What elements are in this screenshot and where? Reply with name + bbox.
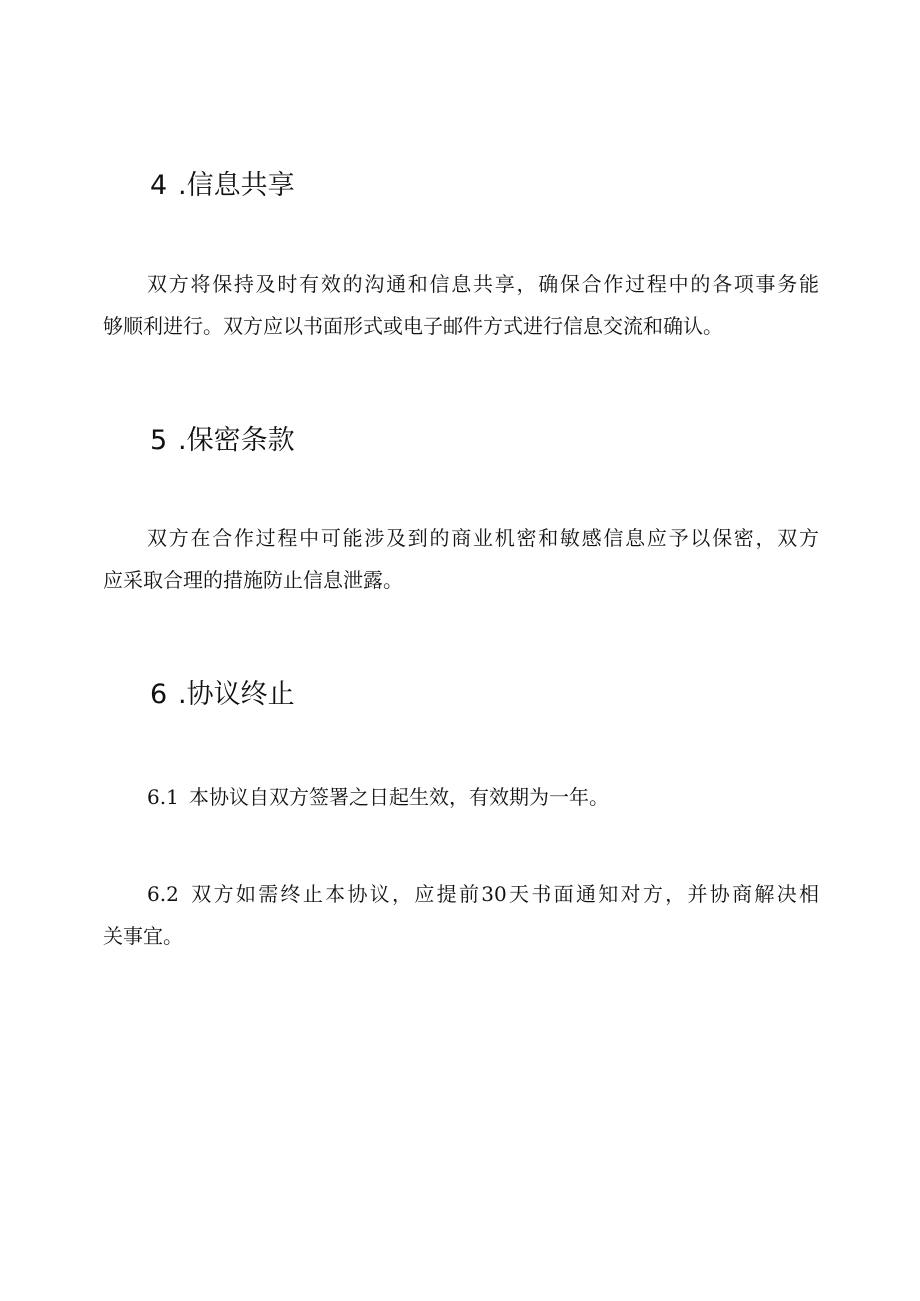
clause-number: 6.2 (147, 882, 179, 906)
clause-line (103, 873, 819, 915)
paragraph-line: 双方在合作过程中可能涉及到的商业机密和敏感信息应予以保密，双方 (147, 526, 819, 550)
clause-6-2 (103, 873, 819, 957)
clause-number: 6.1 (147, 785, 179, 809)
section-paragraph-4 (103, 263, 819, 347)
paragraph-line: 够顺利进行。双方应以书面形式或电子邮件方式进行信息交流和确认。 (103, 314, 723, 338)
section-title: .信息共享 (178, 170, 295, 201)
section-heading-4 (150, 169, 295, 203)
clause-line (103, 776, 819, 818)
paragraph-line: 双方将保持及时有效的沟通和信息共享，确保合作过程中的各项事务能 (147, 272, 819, 296)
section-heading-5 (150, 424, 295, 458)
clause-text: 本协议自双方签署之日起生效，有效期为一年。 (189, 785, 609, 809)
paragraph-line: 应采取合理的措施防止信息泄露。 (103, 568, 403, 592)
section-heading-6 (150, 678, 295, 712)
section-paragraph-5 (103, 517, 819, 601)
section-number: 5 (150, 425, 168, 456)
section-title: .保密条款 (178, 425, 295, 456)
clause-6-1 (103, 776, 819, 818)
clause-text: 双方如需终止本协议，应提前30天书面通知对方，并协商解决相 (189, 882, 819, 906)
clause-line: 关事宜。 (103, 924, 183, 948)
section-number: 6 (150, 679, 168, 710)
section-number: 4 (150, 170, 168, 201)
section-title: .协议终止 (178, 679, 295, 710)
